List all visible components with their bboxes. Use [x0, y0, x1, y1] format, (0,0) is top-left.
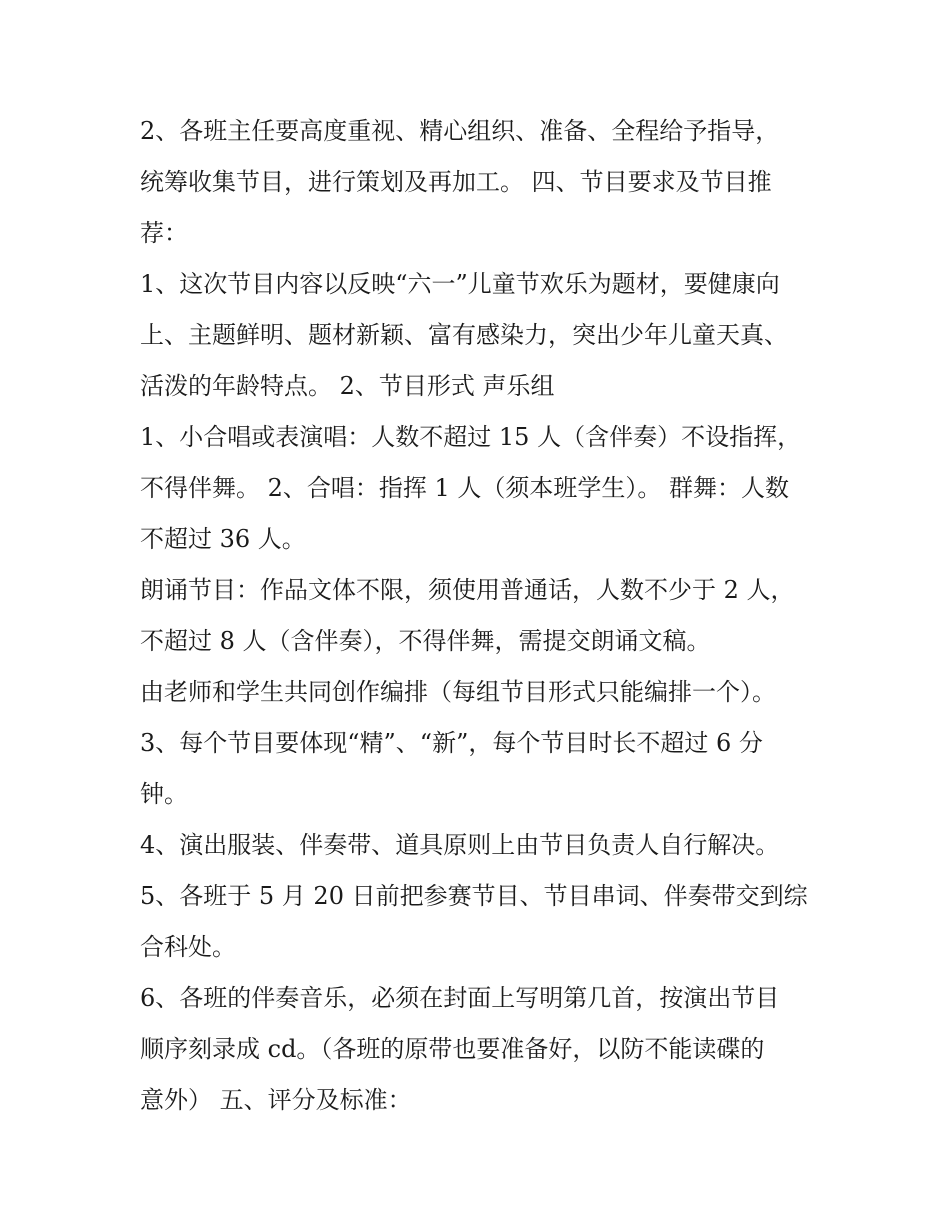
text-line: 1、这次节目内容以反映“六一”儿童节欢乐为题材，要健康向 — [140, 270, 780, 298]
text-line: 活泼的年龄特点。 2、节目形式 声乐组 — [140, 372, 555, 400]
text-line: 钟。 — [140, 780, 188, 808]
document-body — [140, 106, 840, 1126]
text-line: 荐： — [140, 219, 188, 247]
text-line: 上、主题鲜明、题材新颖、富有感染力，突出少年儿童天真、 — [140, 321, 788, 349]
text-line: 不超过 8 人（含伴奏），不得伴舞，需提交朗诵文稿。 — [140, 627, 711, 655]
text-line: 1、小合唱或表演唱：人数不超过 15 人（含伴奏）不设指挥， — [140, 423, 802, 451]
text-line: 不得伴舞。 2、合唱：指挥 1 人（须本班学生）。 群舞：人数 — [140, 474, 790, 502]
text-line: 3、每个节目要体现“精”、“新”，每个节目时长不超过 6 分 — [140, 729, 763, 757]
text-line: 由老师和学生共同创作编排（每组节目形式只能编排一个）。 — [140, 678, 776, 706]
text-line: 统筹收集节目，进行策划及再加工。 四、节目要求及节目推 — [140, 168, 772, 196]
text-line: 意外） 五、评分及标准： — [140, 1086, 412, 1114]
text-line: 2、各班主任要高度重视、精心组织、准备、全程给予指导， — [140, 117, 780, 145]
text-line: 6、各班的伴奏音乐，必须在封面上写明第几首，按演出节目 — [140, 984, 780, 1012]
text-line: 合科处。 — [140, 933, 236, 961]
text-line: 不超过 36 人。 — [140, 525, 306, 553]
text-line: 5、各班于 5 月 20 日前把参赛节目、节目串词、伴奏带交到综 — [140, 882, 808, 910]
text-line: 朗诵节目：作品文体不限，须使用普通话，人数不少于 2 人， — [140, 576, 795, 604]
text-line: 顺序刻录成 cd。（各班的原带也要准备好，以防不能读碟的 — [140, 1035, 765, 1063]
text-line: 4、演出服装、伴奏带、道具原则上由节目负责人自行解决。 — [140, 831, 780, 859]
